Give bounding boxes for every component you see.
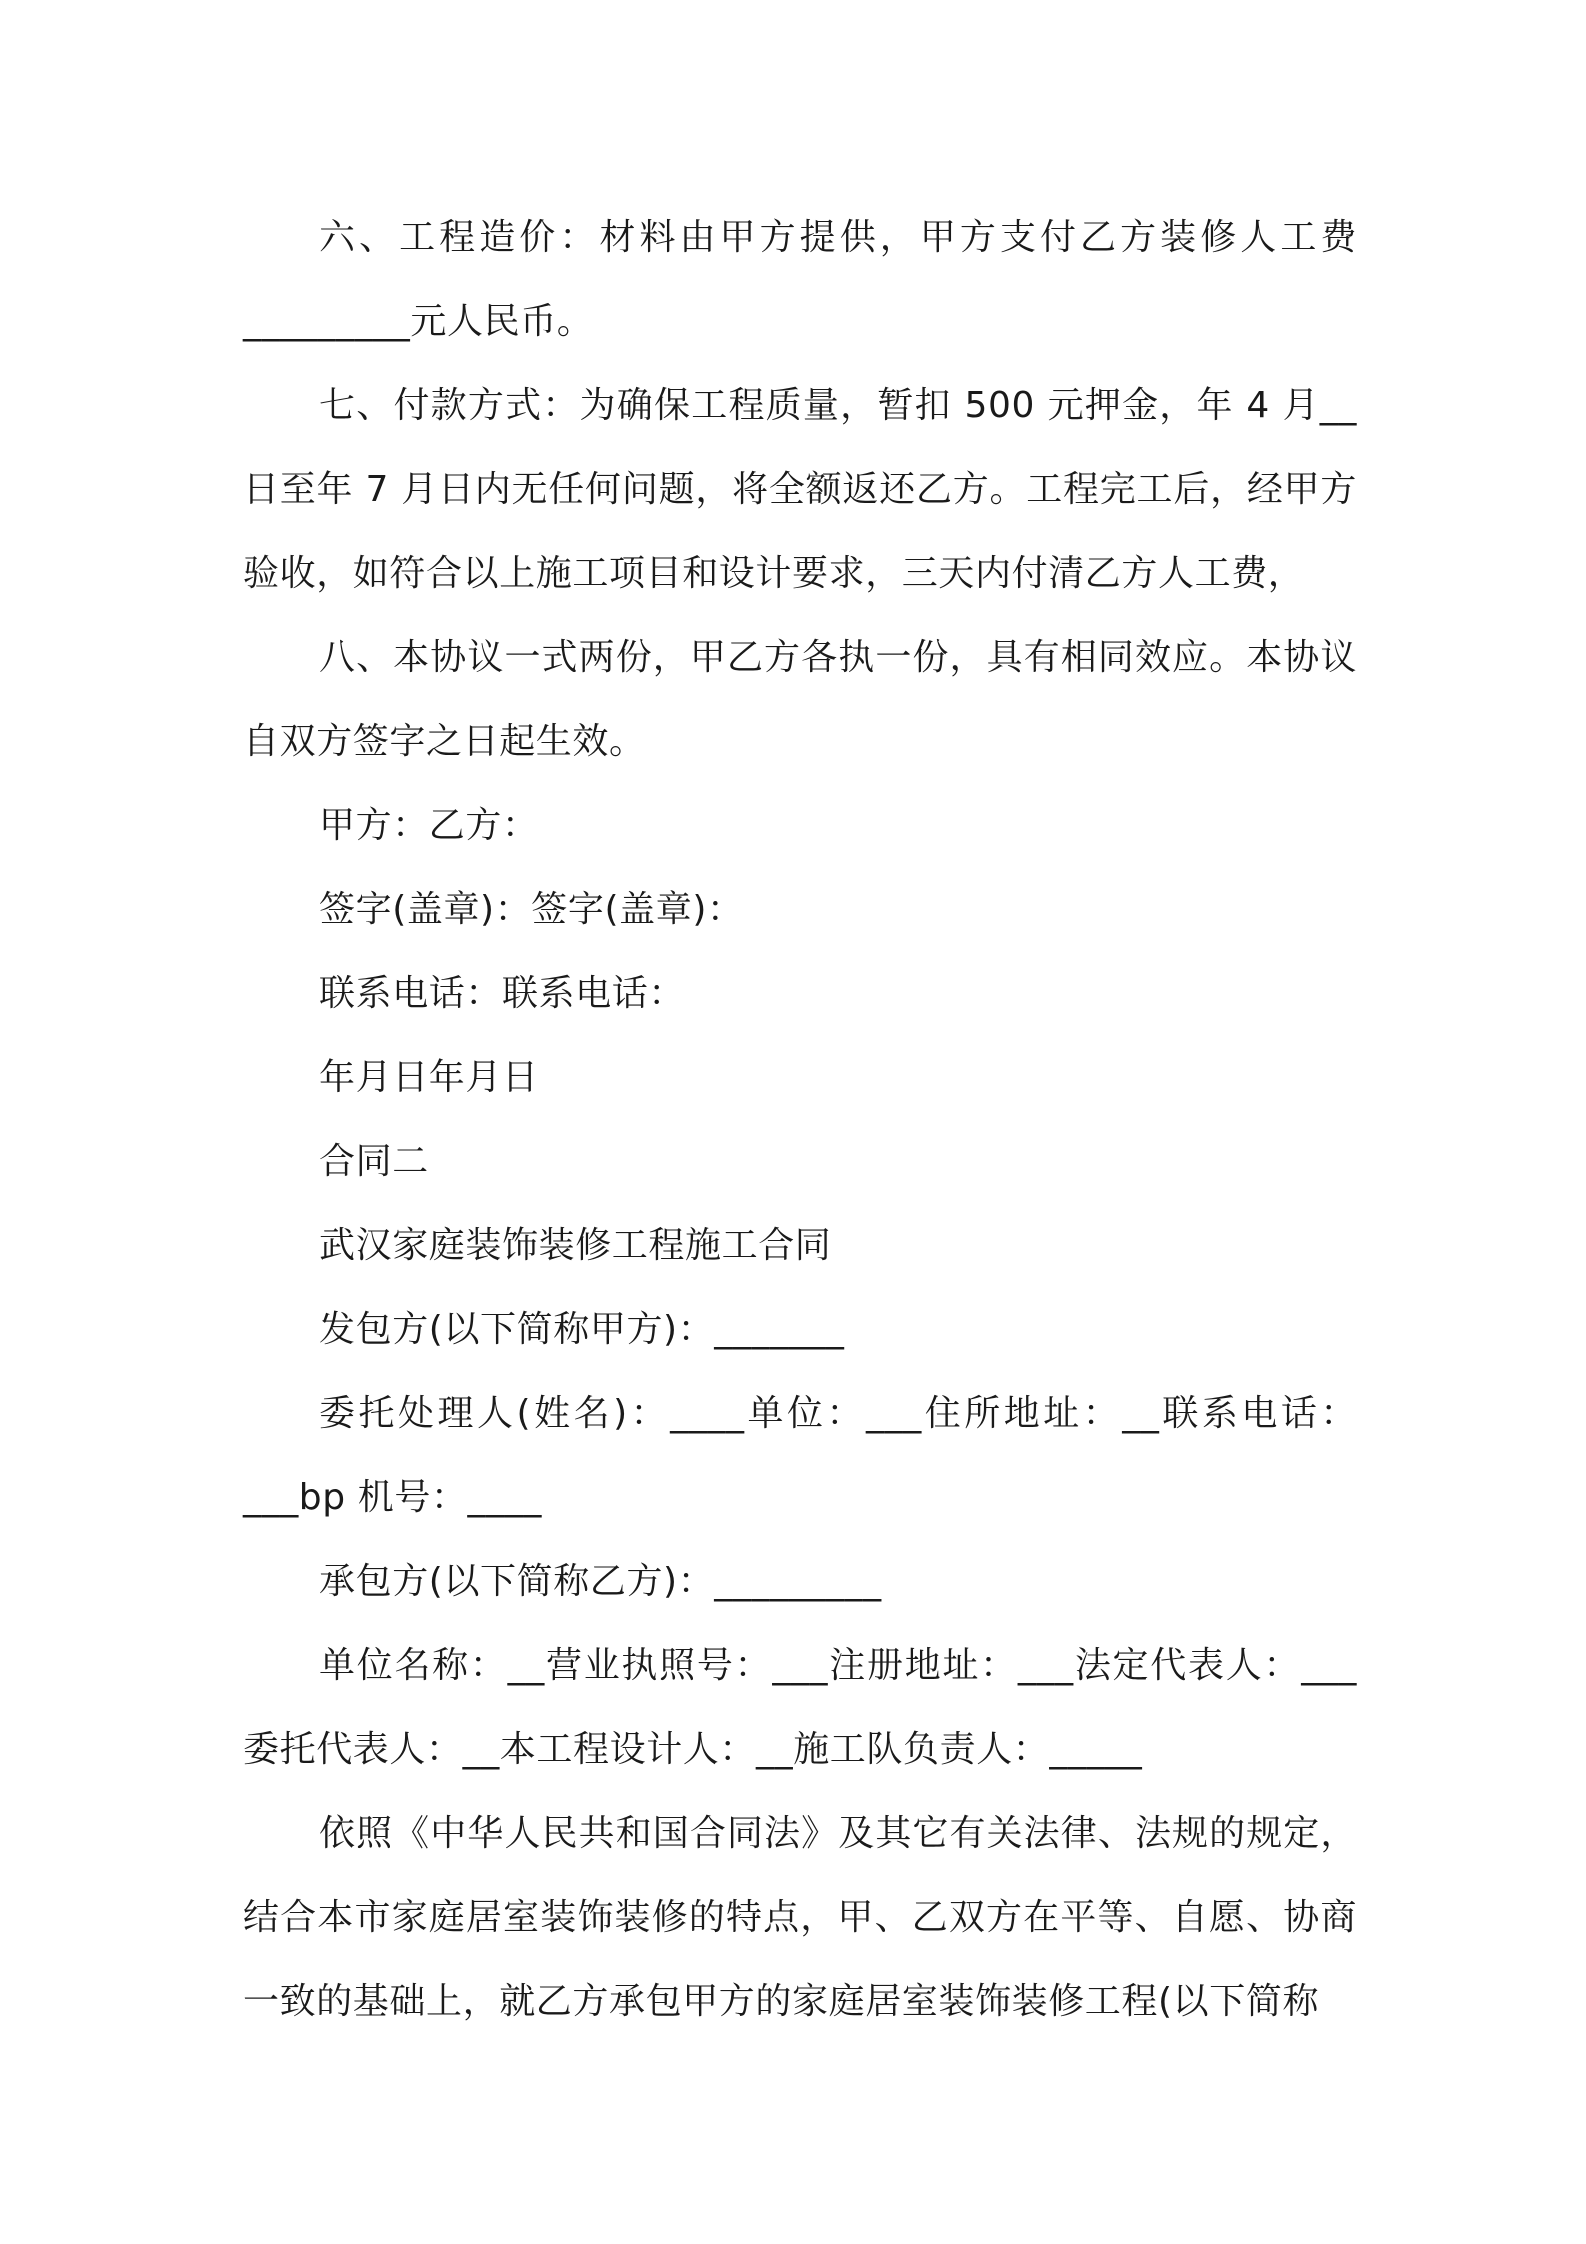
legal-basis-paragraph: 依照《中华人民共和国合同法》及其它有关法律、法规的规定，结合本市家庭居室装饰装修的特点，甲、乙双方在平等、自愿、协商一致的基础上，就乙方承包甲方的家庭居室装饰装修工程(以下简称	[243, 1813, 1357, 2022]
phone-line: 联系电话：联系电话：	[319, 973, 686, 1014]
document-body	[243, 196, 1357, 2044]
contract-title: 武汉家庭装饰装修工程施工合同	[319, 1225, 832, 1266]
date-line: 年月日年月日	[319, 1057, 539, 1098]
contractor-info-line: 单位名称：__营业执照号：___注册地址：___法定代表人：___委托代表人：__本工程设计人：__施工队负责人：_____	[243, 1645, 1357, 1770]
party-line: 甲方：乙方：	[319, 805, 539, 846]
employer-line: 发包方(以下简称甲方)：_______	[319, 1309, 845, 1350]
agent-info-line: 委托处理人(姓名)：____单位：___住所地址：__联系电话：___bp 机号：____	[243, 1393, 1357, 1518]
contractor-line: 承包方(以下简称乙方)：_________	[319, 1561, 882, 1602]
clause-6-project-cost: 六、工程造价：材料由甲方提供，甲方支付乙方装修人工费_________元人民币。	[243, 217, 1357, 342]
contract-two-heading: 合同二	[319, 1141, 429, 1182]
signature-line: 签字(盖章)：签字(盖章)：	[319, 889, 744, 930]
clause-7-payment-method: 七、付款方式：为确保工程质量，暂扣 500 元押金，年 4 月__日至年 7 月日内无任何问题，将全额返还乙方。工程完工后，经甲方验收，如符合以上施工项目和设计要求，三天内付清乙方人工费，	[243, 385, 1357, 594]
clause-8-copies-effect: 八、本协议一式两份，甲乙方各执一份，具有相同效应。本协议自双方签字之日起生效。	[243, 637, 1357, 762]
